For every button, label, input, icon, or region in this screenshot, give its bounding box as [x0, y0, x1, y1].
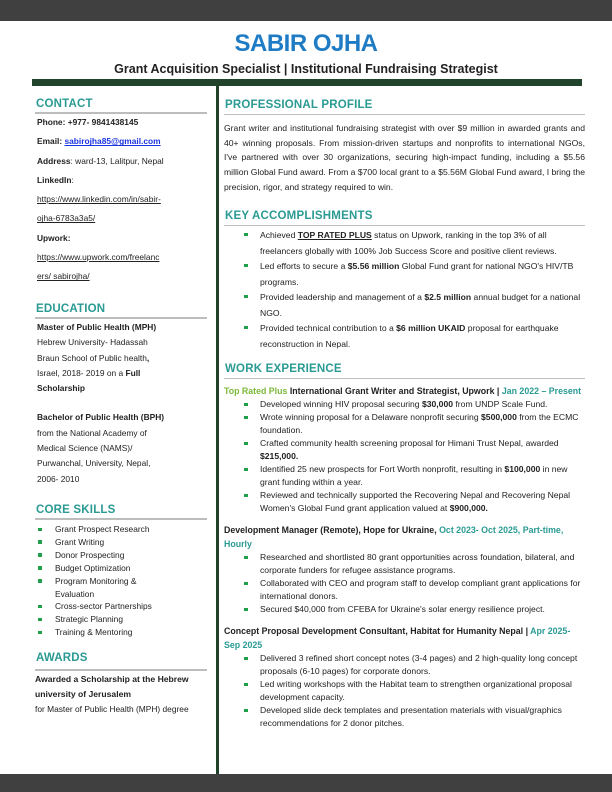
award-text: for Master of Public Health (MPH) degree [35, 704, 189, 714]
job-title [224, 523, 585, 551]
bullet-icon [244, 494, 248, 498]
text-segment: Provided leadership and management of a [260, 292, 425, 302]
job-bullet [224, 489, 585, 515]
skill-item [35, 613, 207, 626]
skill-label: Budget Optimization [55, 562, 131, 573]
education-entry [35, 320, 207, 396]
text-segment: Top Rated Plus [224, 386, 290, 396]
section-rule [35, 518, 207, 520]
education-line [37, 335, 207, 350]
skill-item [35, 626, 207, 639]
skill-item [35, 549, 207, 562]
skill-item [35, 523, 207, 536]
bullet-icon [244, 295, 248, 299]
education-line [37, 410, 207, 425]
skill-label: Donor Prospecting [55, 549, 125, 560]
education-line [37, 351, 207, 366]
text-segment: Purwanchal, University, Nepal, [37, 458, 151, 469]
text-segment: $2.5 million [424, 292, 472, 302]
job-bullet [224, 411, 585, 437]
text-segment: $215,000. [260, 451, 299, 461]
profile-text: Grant writer and institutional fundraising strategist with over $9 million in awarded grants and 40+ winning proposals. From mission-driven startups and nonprofits to international NGOs, I've partnered with over 30 organizations, securing high-impact funding, including a $5.56 million Global Fund award. From a $700 local grant to a $5.56M Global Fund award, I bring the precision, rigor, and strategy required to win. [224, 123, 585, 192]
section-rule [224, 225, 585, 226]
text-segment: Researched and shortlisted 80 grant opportunities across foundation, bilateral, and corporate funders for refugee assistance programs. [260, 552, 575, 575]
accomplishment-item [224, 259, 585, 290]
education-line [37, 456, 207, 471]
skills-heading: CORE SKILLS [36, 504, 116, 516]
bullet-icon [244, 416, 248, 420]
text-segment: Master of Public Health (MPH) [37, 322, 157, 332]
awards-heading: AWARDS [36, 652, 88, 664]
bullet-icon [38, 528, 42, 532]
contact-section [35, 97, 207, 287]
text-segment: TOP RATED PLUS [297, 230, 372, 240]
contact-heading: CONTACT [36, 98, 93, 110]
text-segment: Secured $40,000 from CFEBA for Ukraine's solar energy resilience project. [260, 604, 545, 614]
text-segment: proposal for earthquake reconstruction in Nepal. [260, 323, 559, 349]
job-bullet [224, 398, 585, 411]
job-bullets [224, 551, 585, 616]
job-entry [224, 523, 585, 616]
job-bullet [224, 652, 585, 678]
text-segment: Jan 2022 – Present [501, 386, 582, 396]
section-rule [224, 114, 585, 115]
address: : ward-13, Lalitpur, Nepal [70, 155, 164, 166]
education-line [37, 320, 207, 335]
bullet-icon [38, 631, 42, 635]
text-segment: Delivered 3 refined short concept notes (3-4 pages) and 2 high-quality long concept proposals (6-10 pages) for corporate donors. [260, 653, 578, 676]
accomplishments-heading: KEY ACCOMPLISHMENTS [225, 210, 373, 222]
text-segment: $900,000. [449, 503, 488, 513]
experience-heading: WORK EXPERIENCE [225, 363, 342, 375]
job-bullets [224, 398, 585, 515]
text-segment: $30,000 [421, 399, 454, 409]
job-entry [224, 384, 585, 515]
text-segment: , [146, 352, 150, 363]
text-segment: Led writing workshops with the Habitat team to strengthen organizational proposal development capacity. [260, 679, 572, 702]
linkedin-link-cont[interactable]: ojha-6783a3a5/ [37, 213, 96, 224]
column-divider [216, 86, 219, 774]
profile-heading: PROFESSIONAL PROFILE [225, 99, 373, 111]
text-segment: Identified 25 new prospects for Fort Worth nonprofit, resulting in [260, 464, 505, 474]
linkedin-link[interactable]: https://www.linkedin.com/in/sabir- [37, 194, 161, 205]
text-segment: Reviewed and technically supported the Recovering Nepal and Recovering Nepal Women's Global Fund grant application valued at [260, 490, 571, 513]
job-bullets [224, 652, 585, 730]
bullet-icon [244, 468, 248, 472]
bullet-icon [244, 233, 248, 237]
education-line [37, 426, 207, 441]
bullet-icon [38, 553, 42, 557]
email-link[interactable]: sabirojha85@gmail.com [64, 136, 161, 147]
education-entry [35, 410, 207, 486]
skill-label: Grant Prospect Research [55, 524, 150, 534]
text-segment: Led efforts to secure a [260, 261, 348, 271]
text-segment: Collaborated with CEO and program staff to develop compliant grant applications for international donors. [260, 578, 581, 601]
colon: : [71, 174, 74, 185]
job-title [224, 384, 585, 398]
section-rule [224, 378, 585, 379]
skill-label: Training & Mentoring [55, 627, 133, 638]
text-segment: $6 million UKAID [396, 323, 466, 333]
accomplishment-item [224, 290, 585, 321]
upwork-label: Upwork: [37, 232, 71, 243]
section-rule [35, 317, 207, 319]
bullet-icon [244, 556, 248, 560]
skills-section [35, 503, 207, 639]
text-segment: 2006- 2010 [37, 473, 80, 484]
text-segment: Braun School of Public health [37, 352, 147, 363]
upwork-link[interactable]: https://www.upwork.com/freelanc [37, 252, 160, 263]
text-segment: in new grant funding within a year. [260, 464, 568, 487]
education-line [37, 366, 207, 381]
bullet-icon [244, 582, 248, 586]
address-label: Address [37, 155, 71, 166]
education-line [37, 441, 207, 456]
text-segment: Scholarship [37, 383, 85, 394]
text-segment: International Grant Writer and Strategist, Upwork | [289, 386, 502, 396]
job-bullet [224, 603, 585, 616]
text-segment: Oct 2023- Oct 2025, Part-time, Hourly [224, 525, 564, 549]
text-segment: from the National Academy of [37, 427, 147, 438]
skill-item [35, 536, 207, 549]
skill-label: Cross-sector Partnerships [55, 601, 152, 612]
text-segment: from UNDP Scale Fund. [453, 399, 548, 409]
text-segment: Hebrew University- Hadassah [37, 337, 148, 348]
text-segment: Wrote winning proposal for a Delaware nonprofit securing [260, 412, 482, 422]
email-label: Email: [37, 136, 65, 147]
text-segment: $100,000 [504, 464, 541, 474]
bullet-icon [244, 657, 248, 661]
skill-item [35, 562, 207, 575]
bullet-icon [244, 264, 248, 268]
job-bullet [224, 463, 585, 489]
job-bullet [224, 678, 585, 704]
experience-section [224, 362, 585, 730]
top-bar [0, 0, 612, 21]
job-title [224, 624, 585, 652]
skill-label: Grant Writing [55, 536, 105, 547]
text-segment: status on Upwork, ranking in the top 3% of all freelancers globally with 100% Job Success Score and positive client reviews. [260, 230, 557, 256]
awards-section [35, 651, 207, 716]
header-divider [32, 79, 582, 86]
award-title: Awarded a Scholarship at the Hebrew university of Jerusalem [35, 674, 189, 699]
text-segment: Israel, 2018- 2019 on a [37, 367, 126, 378]
accomplishment-item [224, 321, 585, 352]
phone: Phone: +977- 9841438145 [37, 117, 139, 127]
bullet-icon [244, 403, 248, 407]
bullet-icon [244, 326, 248, 330]
text-segment: Apr 2025-Sep 2025 [224, 626, 571, 650]
accomplishment-item [224, 228, 585, 259]
text-segment: from the ECMC foundation. [260, 412, 579, 435]
bullet-icon [38, 618, 42, 622]
job-bullet [224, 551, 585, 577]
linkedin-label: LinkedIn [37, 174, 72, 185]
candidate-name: SABIR OJHA [234, 30, 378, 57]
text-segment: Full [125, 367, 141, 378]
bullet-icon [38, 540, 42, 544]
text-segment: Global Fund grant for national NGO's HIV/TB programs. [260, 261, 574, 287]
bottom-bar [0, 774, 612, 792]
text-segment: Provided technical contribution to a [260, 323, 397, 333]
text-segment: Developed winning HIV proposal securing [260, 399, 422, 409]
education-section [35, 302, 207, 487]
text-segment: Medical Science (NAMS)/ [37, 443, 133, 454]
text-segment: Concept Proposal Development Consultant, Habitat for Humanity Nepal | [224, 626, 531, 636]
text-segment: Developed slide deck templates and presentation materials with visual/graphics recommendations for 2 donor pitches. [260, 705, 562, 728]
text-segment: Achieved [260, 230, 298, 240]
education-line [37, 472, 207, 487]
text-segment: $500,000 [481, 412, 517, 422]
accomplishments-section [224, 209, 585, 352]
job-bullet [224, 577, 585, 603]
job-bullet [224, 704, 585, 730]
bullet-icon [38, 566, 42, 570]
education-heading: EDUCATION [36, 303, 106, 315]
skill-label: Strategic Planning [55, 614, 123, 625]
text-segment: Development Manager (Remote), Hope for Ukraine, [224, 525, 440, 535]
bullet-icon [38, 579, 42, 583]
bullet-icon [38, 605, 42, 609]
text-segment: Crafted community health screening proposal for Himani Trust Nepal, awarded [260, 438, 559, 448]
profile-section [224, 98, 585, 195]
skill-label: Program Monitoring & Evaluation [55, 575, 137, 599]
education-line [37, 381, 207, 396]
text-segment: Bachelor of Public Health (BPH) [37, 412, 165, 423]
bullet-icon [244, 442, 248, 446]
upwork-link-cont[interactable]: ers/ sabirojha/ [37, 271, 90, 282]
job-entry [224, 624, 585, 730]
skill-item [35, 600, 207, 613]
skill-item [35, 575, 145, 601]
bullet-icon [244, 608, 248, 612]
text-segment: annual budget for a national NGO. [260, 292, 581, 318]
job-bullet [224, 437, 585, 463]
section-rule [35, 669, 207, 671]
candidate-subtitle: Grant Acquisition Specialist | Institutional Fundraising Strategist [114, 62, 498, 76]
bullet-icon [244, 709, 248, 713]
bullet-icon [244, 683, 248, 687]
text-segment: $5.56 million [347, 261, 400, 271]
